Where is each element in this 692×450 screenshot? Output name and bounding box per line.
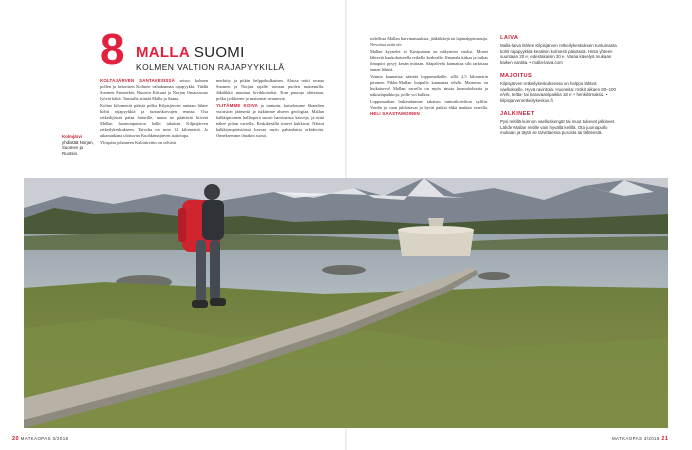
- paragraph: [370, 99, 488, 117]
- landscape-photo: [24, 178, 668, 428]
- body-column-3: [370, 36, 488, 170]
- info-sidebar: [500, 36, 620, 144]
- paragraph: Mallan kyynelet ei Kitsiputaan on näkymien vuoksi. Monet lähtevät kaukokatseella retkelle korkealle. Ilmanala kirkas ja raikas ilmapiiri pysyy kesän mittaan. Sääpalvelu kannattaa silti tarkistaa ennen lähtöä.: [370, 49, 488, 72]
- title-accent: MALLA: [136, 44, 190, 61]
- issue-label-right: MATKAOPAS 3/2018: [612, 436, 660, 441]
- body-column-1: [100, 78, 208, 170]
- sidebar-heading: LAIVA: [500, 35, 519, 41]
- article-subtitle: KOLMEN VALTION RAJAPYYKILLÄ: [136, 62, 285, 72]
- page-number-left: 20: [12, 436, 20, 442]
- sidebar-text: Malla-laiva lähtee Kilpisjärven retkeilykeskuksen tuntumasta kohti rajapyykkiä kesäisin kolmesti päivässä. Hinta yhteen suuntaan 20 e, edestakaisin 30 e. Varaa kävelyä mukaan kaiken varalta. • malla-laiva.com: [500, 42, 617, 66]
- paragraph: Ylöspäin johtaneen Kalottireitin on selvästi: [100, 140, 177, 145]
- paragraph: todellista Mallan harvinaisuuksia, jääkiikkejä tai lapinalppiruusuja. Nevoissa niitä ole.: [370, 36, 488, 47]
- caption-accent: Kolmjärvi: [62, 134, 83, 139]
- paragraph: Kolme kilometriä päästä polku Kilpisjärven rantaan lähtee kohti rajapyykkiä ja tunturikoivujen reunaa. Osa retkeilijöistä palaa laiturille, mutta ne päättävät kiivetä Mallan luonnonpuiston halki takaisin Kilpisjärven retkeilykeskukseen. Taivalta on noin 12 kilometriä. Jo aikamatkana ulottuvan Kuohkimajärven autiotupa.: [100, 103, 208, 138]
- right-folio: [612, 436, 668, 442]
- lead-in: KOLTAJÄRVEN SANTAVESISSÄ: [100, 78, 176, 83]
- paragraph-text: ja tunturin, katselemme Skandien vuoriston jäämeriä ja tutkimme alueen geologiaa. Mallan kalkkipitoinen kallioperä suosii harvinaisia kasveja, ja niitä näkee polun varrella. Keskikesällä rinteet kukkivat. Näissä kalkkiympäristöissä kasvaa myös pahanlaisia orkideoita. Onneksemme ilmakin suosii.: [216, 103, 324, 138]
- paragraph: Voimia kannattaa säästää loppumatkalle, sillä 2,5 kilometrin pituinen Pikku-Mallan huipulle kannattaa tehdä. Maisema on huikaiseva! Mallan varrella on myös muita luontokohteita ja näköalapaikkoja, joille voi kulkea.: [370, 74, 488, 97]
- caption-text: yhdistää Norjan, Suomen ja Ruotsin.: [62, 139, 94, 156]
- paragraph: [100, 78, 208, 102]
- paragraph: merkitty ja pitkin helppokulkuinen. Alussa reitti seuraa Suomen ja Norjan rajalle taivaan puolen maisemilla. Jäkälikkö muuttuu kivikkoiseksi. Kun puuraja ohitetaan, polku jyrkkenee ja maisemat avautuvat.: [216, 78, 324, 101]
- paragraph: [216, 103, 324, 139]
- lead-in: YLITÄMME KOIVA: [216, 103, 259, 108]
- paragraph-text: Loppumatkan laskeudumme takaisin tunturikoivikon sylilin. Vasdin ja vaan juhlottavat ja hyvät paikat ehkä matkan varrella.: [370, 99, 488, 110]
- article-title: [136, 44, 245, 61]
- page-number-right: 21: [661, 436, 669, 442]
- body-column-2: [216, 78, 324, 170]
- issue-label-left: MATKAOPAS 3/2018: [20, 436, 69, 441]
- paragraph-text: seisoo kolmen pollen ja betonisen Kolmen valtakunnan rajapyykki. Täällä Suomen Enontekiö, Ruotsin Kiiruna ja Norjan Omasvuono lyövät kättä. Taustalla siintää Malla ja Saana.: [100, 78, 208, 101]
- left-folio: [12, 436, 68, 442]
- photo-illustration: [24, 178, 668, 428]
- article-number: 8: [100, 25, 125, 74]
- photo-caption: [62, 134, 94, 156]
- sidebar-text: Pysi reitillä kunnon vaelluskengät tai muut tukevat jalkineet. Lähde Mallan reitille vain hyvällä kelillä. Ota juomapullo mukaan ja täytä se tarvittaessa purosta tai lähteestä.: [500, 118, 616, 136]
- title-rest: SUOMI: [193, 44, 245, 61]
- sidebar-text: Kilpisjärven retkeilykeskuksessa on helppo lähteä vaellukselle. Hyvä ravintola. Huoneita: mökit alkaen 80–100 e/vrk, teltta- tai karavaanipaikka 18 e + henkilömaksu. • kilpisjarvenretkeilykeskus.fi: [500, 80, 616, 104]
- sidebar-heading: MAJOITUS: [500, 72, 533, 79]
- author-signoff: HELI SAASTAMOINEN: [370, 111, 420, 116]
- sidebar-heading: JALKINEET: [500, 110, 535, 117]
